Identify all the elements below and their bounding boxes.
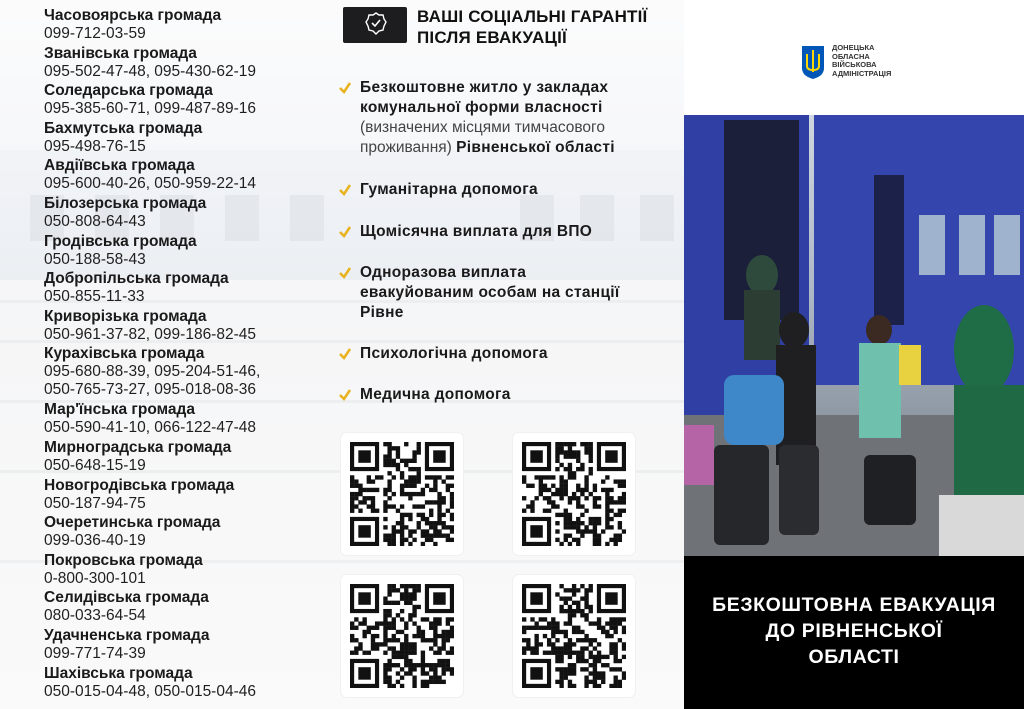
community-name: Добропільська громада — [44, 270, 229, 288]
community-phone: 099-771-74-39 — [44, 644, 146, 662]
qr-code-icon — [522, 584, 626, 688]
community-name: Курахівська громада — [44, 345, 205, 363]
guarantees-header — [343, 4, 678, 52]
community-phone: 050-188-58-43 — [44, 250, 146, 268]
verified-badge-icon — [343, 7, 407, 43]
checkmark-icon — [338, 183, 352, 197]
community-item — [44, 307, 334, 345]
community-name: Авдіївська громада — [44, 157, 195, 175]
logo-line: АДМІНІСТРАЦІЯ — [832, 68, 892, 78]
guarantee-subtext: проживання) — [360, 139, 452, 156]
community-item — [44, 81, 334, 119]
guarantee-text: Медична допомога — [360, 386, 511, 403]
title-line: ПІСЛЯ ЕВАКУАЦІЇ — [417, 28, 567, 47]
banner-title — [684, 592, 1024, 670]
community-phone: 095-680-88-39, 095-204-51-46, — [44, 363, 261, 381]
community-phone: 050-648-15-19 — [44, 456, 146, 474]
logo-label — [832, 44, 922, 78]
logo-line: ОБЛАСНА — [832, 51, 870, 61]
qr-code-icon — [350, 442, 454, 546]
qr-code-4[interactable] — [513, 575, 635, 697]
guarantee-region: Рівненської області — [456, 139, 615, 156]
community-phone: 050-808-64-43 — [44, 212, 146, 230]
community-phone: 095-498-76-15 — [44, 137, 146, 155]
administration-logo — [800, 44, 920, 92]
community-name: Бахмутська громада — [44, 119, 203, 137]
community-name: Покровська громада — [44, 551, 203, 569]
banner-line: БЕЗКОШТОВНА ЕВАКУАЦІЯ — [712, 594, 996, 616]
guarantee-text: Щомісячна виплата для ВПО — [360, 223, 593, 240]
community-name: Соледарська громада — [44, 82, 213, 100]
guarantee-text: Рівне — [360, 304, 404, 321]
title-line: ВАШІ СОЦІАЛЬНІ ГАРАНТІЇ — [417, 7, 648, 26]
community-item — [44, 438, 334, 476]
community-name: Удачненська громада — [44, 626, 210, 644]
community-name: Мар'їнська громада — [44, 401, 195, 419]
banner-line: ДО РІВНЕНСЬКОЇ — [765, 620, 943, 642]
community-item — [44, 400, 334, 438]
banner-line: ОБЛАСТІ — [808, 646, 900, 668]
guarantee-text: Гуманітарна допомога — [360, 181, 538, 198]
community-name: Шахівська громада — [44, 664, 193, 682]
community-phone: 050-765-73-27, 095-018-08-36 — [44, 381, 256, 399]
community-name: Часовоярська громада — [44, 7, 222, 24]
community-name: Новогродівська громада — [44, 476, 235, 494]
community-item — [44, 664, 334, 702]
community-phone: 0-800-300-101 — [44, 569, 146, 587]
checkmark-icon — [338, 266, 352, 280]
community-item — [44, 119, 334, 157]
communities-list — [44, 6, 334, 701]
guarantee-text: комунальної форми власності — [360, 99, 603, 116]
qr-code-3[interactable] — [341, 575, 463, 697]
qr-code-1[interactable] — [341, 433, 463, 555]
guarantee-text: Одноразова виплата — [360, 264, 527, 281]
checkmark-icon — [338, 347, 352, 361]
community-item — [44, 269, 334, 307]
community-item — [44, 513, 334, 551]
community-item — [44, 194, 334, 232]
community-phone: 050-015-04-48, 050-015-04-46 — [44, 682, 256, 700]
community-name: Білозерська громада — [44, 194, 207, 212]
community-name: Криворізька громада — [44, 307, 207, 325]
community-name: Селидівська громада — [44, 589, 209, 607]
qr-code-icon — [522, 442, 626, 546]
guarantee-text: евакуйованим особам на станції — [360, 284, 620, 301]
community-phone: 050-961-37-82, 099-186-82-45 — [44, 325, 256, 343]
page-title — [417, 6, 687, 48]
community-item — [44, 232, 334, 270]
community-phone: 050-590-41-10, 066-122-47-48 — [44, 419, 256, 437]
ukraine-trident-icon — [800, 44, 826, 80]
community-phone: 050-187-94-75 — [44, 494, 146, 512]
checkmark-icon — [338, 388, 352, 402]
checkmark-icon — [338, 225, 352, 239]
community-item — [44, 476, 334, 514]
guarantee-subtext: (визначених місцями тимчасового — [360, 119, 605, 136]
qr-code-icon — [350, 584, 454, 688]
community-phone: 099-712-03-59 — [44, 25, 146, 42]
community-phone: 095-502-47-48, 095-430-62-19 — [44, 62, 256, 80]
logo-line: ВІЙСЬКОВА — [832, 60, 877, 70]
community-name: Гродівська громада — [44, 232, 197, 250]
guarantee-text: Психологічна допомога — [360, 345, 548, 362]
community-item — [44, 344, 334, 400]
community-item — [44, 156, 334, 194]
community-item — [44, 551, 334, 589]
community-item — [44, 44, 334, 82]
checkmark-icon — [338, 81, 352, 95]
community-item — [44, 626, 334, 664]
community-item — [44, 588, 334, 626]
community-phone: 099-036-40-19 — [44, 532, 146, 550]
qr-code-2[interactable] — [513, 433, 635, 555]
community-phone: 080-033-64-54 — [44, 607, 146, 625]
community-name: Очеретинська громада — [44, 514, 221, 532]
community-phone: 095-600-40-26, 050-959-22-14 — [44, 175, 256, 193]
community-phone: 050-855-11-33 — [44, 288, 145, 306]
evacuation-photo — [684, 115, 1024, 556]
community-phone: 095-385-60-71, 099-487-89-16 — [44, 100, 256, 118]
evacuation-banner — [684, 556, 1024, 709]
logo-line: ДОНЕЦЬКА — [832, 43, 875, 52]
community-item — [44, 6, 334, 44]
community-name: Мирноградська громада — [44, 438, 232, 456]
guarantee-text: Безкоштовне житло у закладах — [360, 79, 609, 96]
community-name: Званівська громада — [44, 44, 197, 62]
